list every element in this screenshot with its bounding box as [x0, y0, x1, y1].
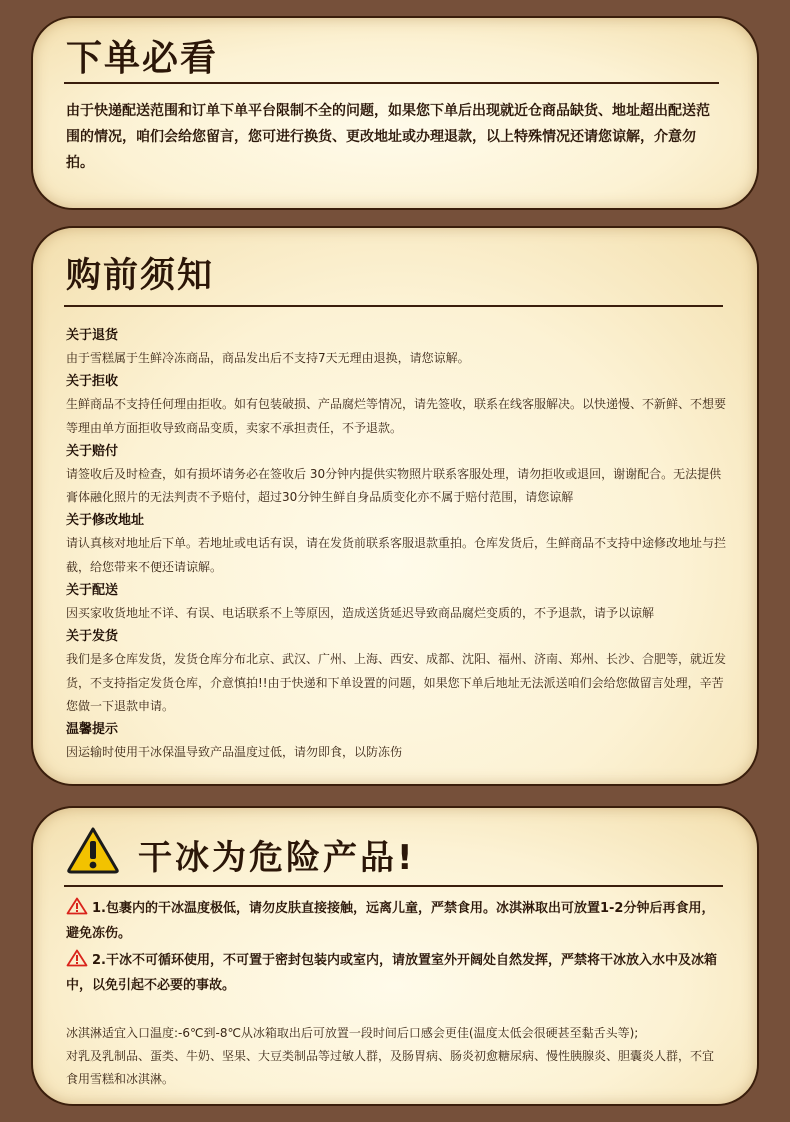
warning-item — [66, 896, 723, 946]
warning-item — [66, 948, 723, 998]
policy-text: 请认真核对地址后下单。若地址或电话有误，请在发货前联系客服退款重拍。仓库发货后，生鲜商品不支持中途修改地址与拦截，给您带来不便还请谅解。 — [66, 536, 727, 574]
policy-heading: 关于拒收 — [66, 374, 119, 390]
policy-section-returns — [66, 324, 727, 370]
order-notice-title: 下单必看 — [66, 38, 219, 79]
policy-text: 因买家收货地址不详、有误、电话联系不上等原因，造成送货延迟导致商品腐烂变质的，不予退款，请予以谅解 — [66, 606, 655, 621]
policy-text: 请签收后及时检查，如有损坏请务必在签收后 30分钟内提供实物照片联系客服处理，请勿拒收或退回，谢谢配合。无法提供膏体融化照片的无法判责不予赔付，超过30分钟生鲜自身品质变化亦不属于赔付范围，请您谅解 — [66, 466, 722, 505]
policy-section-tips — [66, 718, 727, 764]
dry-ice-warnings — [66, 896, 723, 1000]
order-notice-body: 由于快递配送范围和订单下单平台限制不全的问题，如果您下单后出现就近仓商品缺货、地址超出配送范围的情况，咱们会给您留言，您可进行换货、更改地址或办理退款，以上特殊情况还请您谅解，介意勿拍。 — [66, 103, 710, 171]
policy-text: 我们是多仓库发货，发货仓库分布北京、武汉、广州、上海、西安、成都、沈阳、福州、济南、郑州、长沙、合肥等，就近发货，不支持指定发货仓库，介意慎拍!!由于快递和下单设置的问题，如果您下单后地址无法派送咱们会给您做留言处理，辛苦您做一下退款申请。 — [66, 652, 727, 713]
pre-purchase-title: 购前须知 — [66, 256, 215, 296]
policy-section-delivery — [66, 579, 727, 625]
policy-heading: 关于修改地址 — [66, 513, 145, 529]
policy-heading: 关于发货 — [66, 629, 119, 645]
tip-temperature: 冰淇淋适宜入口温度:-6℃到-8℃从冰箱取出后可放置一段时间后口感会更佳(温度太低会很硬甚至黏舌头等); — [66, 1026, 639, 1040]
dry-ice-warning-card — [31, 806, 759, 1106]
pre-purchase-card — [31, 226, 759, 786]
title-divider — [64, 885, 723, 887]
warning-icon — [66, 897, 88, 915]
policy-section-compensation — [66, 440, 727, 510]
title-divider — [64, 82, 719, 84]
policy-text: 生鲜商品不支持任何理由拒收。如有包装破损、产品腐烂等情况，请先签收，联系在线客服解决。以快递慢、不新鲜、不想要等理由单方面拒收导致商品变质，卖家不承担责任，不予退款。 — [66, 397, 727, 435]
policy-section-shipping — [66, 625, 727, 718]
tip-allergy: 对乳及乳制品、蛋类、牛奶、坚果、大豆类制品等过敏人群，及肠胃病、肠炎初愈糖尿病、慢性胰腺炎、胆囊炎人群，不宜食用雪糕和冰淇淋。 — [66, 1049, 715, 1086]
policy-sections — [66, 324, 727, 765]
policy-section-address-change — [66, 509, 727, 579]
order-notice-card — [31, 16, 759, 210]
policy-text: 由于雪糕属于生鲜冷冻商品，商品发出后不支持7天无理由退换，请您谅解。 — [66, 351, 470, 365]
policy-heading: 关于退货 — [66, 328, 119, 343]
warning-text: 1.包裹内的干冰温度极低，请勿皮肤直接接触，远离儿童，严禁食用。冰淇淋取出可放置1-2分钟后再食用，避免冻伤。 — [66, 901, 715, 941]
warning-triangle-icon — [66, 826, 120, 874]
eating-tips — [66, 1022, 723, 1091]
warning-icon — [66, 949, 88, 967]
policy-heading: 关于赔付 — [66, 443, 119, 459]
warning-text: 2.干冰不可循环使用，不可置于密封包装内或室内，请放置室外开阔处自然发挥，严禁将干冰放入水中及冰箱中，以免引起不必要的事故。 — [66, 953, 717, 993]
title-divider — [64, 305, 723, 307]
dry-ice-title: 干冰为危险产品! — [138, 838, 416, 878]
policy-section-refusal — [66, 370, 727, 440]
policy-heading: 关于配送 — [66, 583, 119, 599]
policy-heading: 温馨提示 — [66, 722, 119, 738]
policy-text: 因运输时使用干冰保温导致产品温度过低，请勿即食，以防冻伤 — [66, 745, 403, 760]
